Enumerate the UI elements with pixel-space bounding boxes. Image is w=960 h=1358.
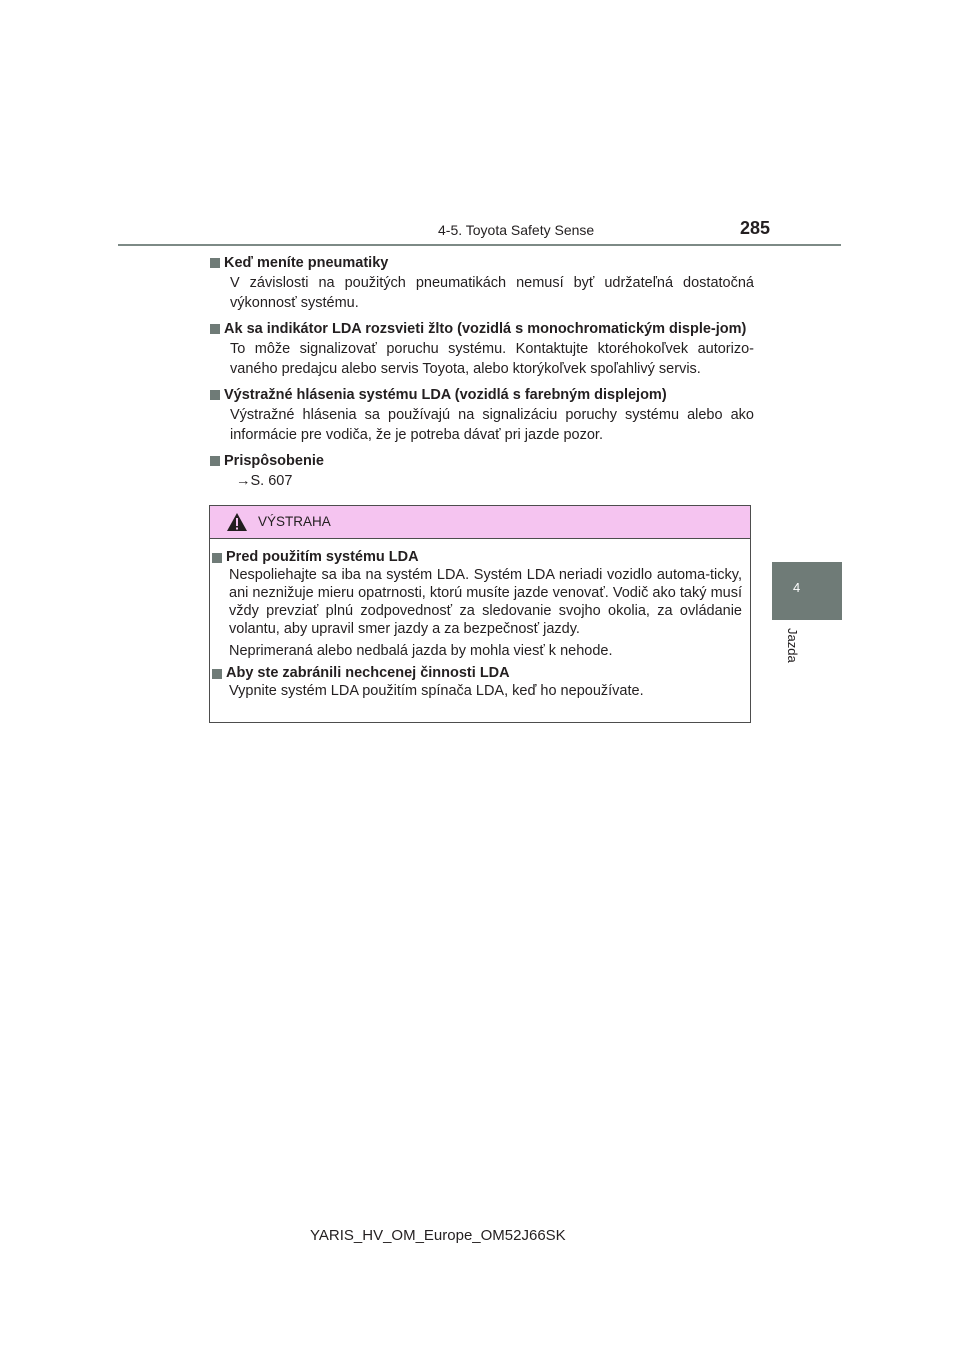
item-heading: [210, 253, 754, 273]
item-body: V závislosti na použitých pneumatikách nemusí byť udržateľná dostatočná výkonnosť systému.: [230, 275, 754, 311]
warning-paragraph: Vypnite systém LDA použitím spínača LDA, keď ho nepoužívate.: [229, 683, 644, 699]
square-bullet-icon: [212, 669, 222, 679]
list-item: [210, 319, 754, 379]
warning-item: [212, 548, 742, 660]
item-heading-text: Keď meníte pneumatiky: [224, 255, 389, 271]
warning-item-heading-text: Aby ste zabránili nechcenej činnosti LDA: [226, 665, 510, 681]
warning-item-heading: [212, 664, 742, 682]
square-bullet-icon: [210, 324, 220, 334]
square-bullet-icon: [210, 258, 220, 268]
section-title: 4-5. Toyota Safety Sense: [438, 222, 595, 238]
warning-title: VÝSTRAHA: [258, 514, 331, 529]
warning-paragraph: Neprimeraná alebo nedbalá jazda by mohla viesť k nehode.: [229, 643, 613, 659]
chapter-title: Jazda: [785, 628, 800, 663]
warning-triangle-icon: [226, 512, 248, 532]
item-heading: [210, 451, 754, 471]
warning-content: [212, 548, 742, 704]
item-heading-text: Prispôsobenie: [224, 453, 324, 469]
list-item: [210, 451, 754, 491]
list-item: [210, 385, 754, 445]
warning-item-heading-text: Pred použitím systému LDA: [226, 549, 419, 565]
main-content: [210, 253, 754, 497]
warning-item-heading: [212, 548, 742, 566]
chapter-tab: [772, 562, 842, 620]
square-bullet-icon: [210, 456, 220, 466]
square-bullet-icon: [210, 390, 220, 400]
item-heading-text: Ak sa indikátor LDA rozsvieti žlto (vozidlá s monochromatickým disple-jom): [224, 321, 747, 337]
item-heading: [210, 385, 754, 405]
header-divider: [118, 244, 841, 246]
item-heading-text: Výstražné hlásenia systému LDA (vozidlá s farebným displejom): [224, 387, 667, 403]
page-number: 285: [740, 218, 771, 238]
warning-paragraph: Nespoliehajte sa iba na systém LDA. Systém LDA neriadi vozidlo automa-ticky, ani neznižuje mieru opatrnosti, ktorú musíte jazde venovať. Vodič ako taký musí vždy prevziať plnú zodpovednosť za sledovanie svojho okolia, za ovládanie volantu, aby upravil smer jazdy a za bezpečnosť jazdy.: [229, 567, 742, 637]
document-code: YARIS_HV_OM_Europe_OM52J66SK: [310, 1227, 566, 1244]
item-body: Výstražné hlásenia sa používajú na signalizáciu poruchy systému alebo ako informácie pre vodiča, že je potreba dávať pri jazde pozor.: [230, 407, 754, 443]
list-item: [210, 253, 754, 313]
chapter-number: 4: [793, 580, 801, 595]
item-heading: [210, 319, 754, 339]
warning-header: [210, 506, 750, 539]
warning-item: [212, 664, 742, 700]
warning-box: [209, 505, 751, 723]
page-reference-link[interactable]: →S. 607: [236, 473, 293, 489]
square-bullet-icon: [212, 553, 222, 563]
item-body: To môže signalizovať poruchu systému. Kontaktujte ktoréhokoľvek autorizo-vaného predajcu alebo servis Toyota, alebo ktorýkoľvek spoľahlivý servis.: [230, 341, 754, 377]
